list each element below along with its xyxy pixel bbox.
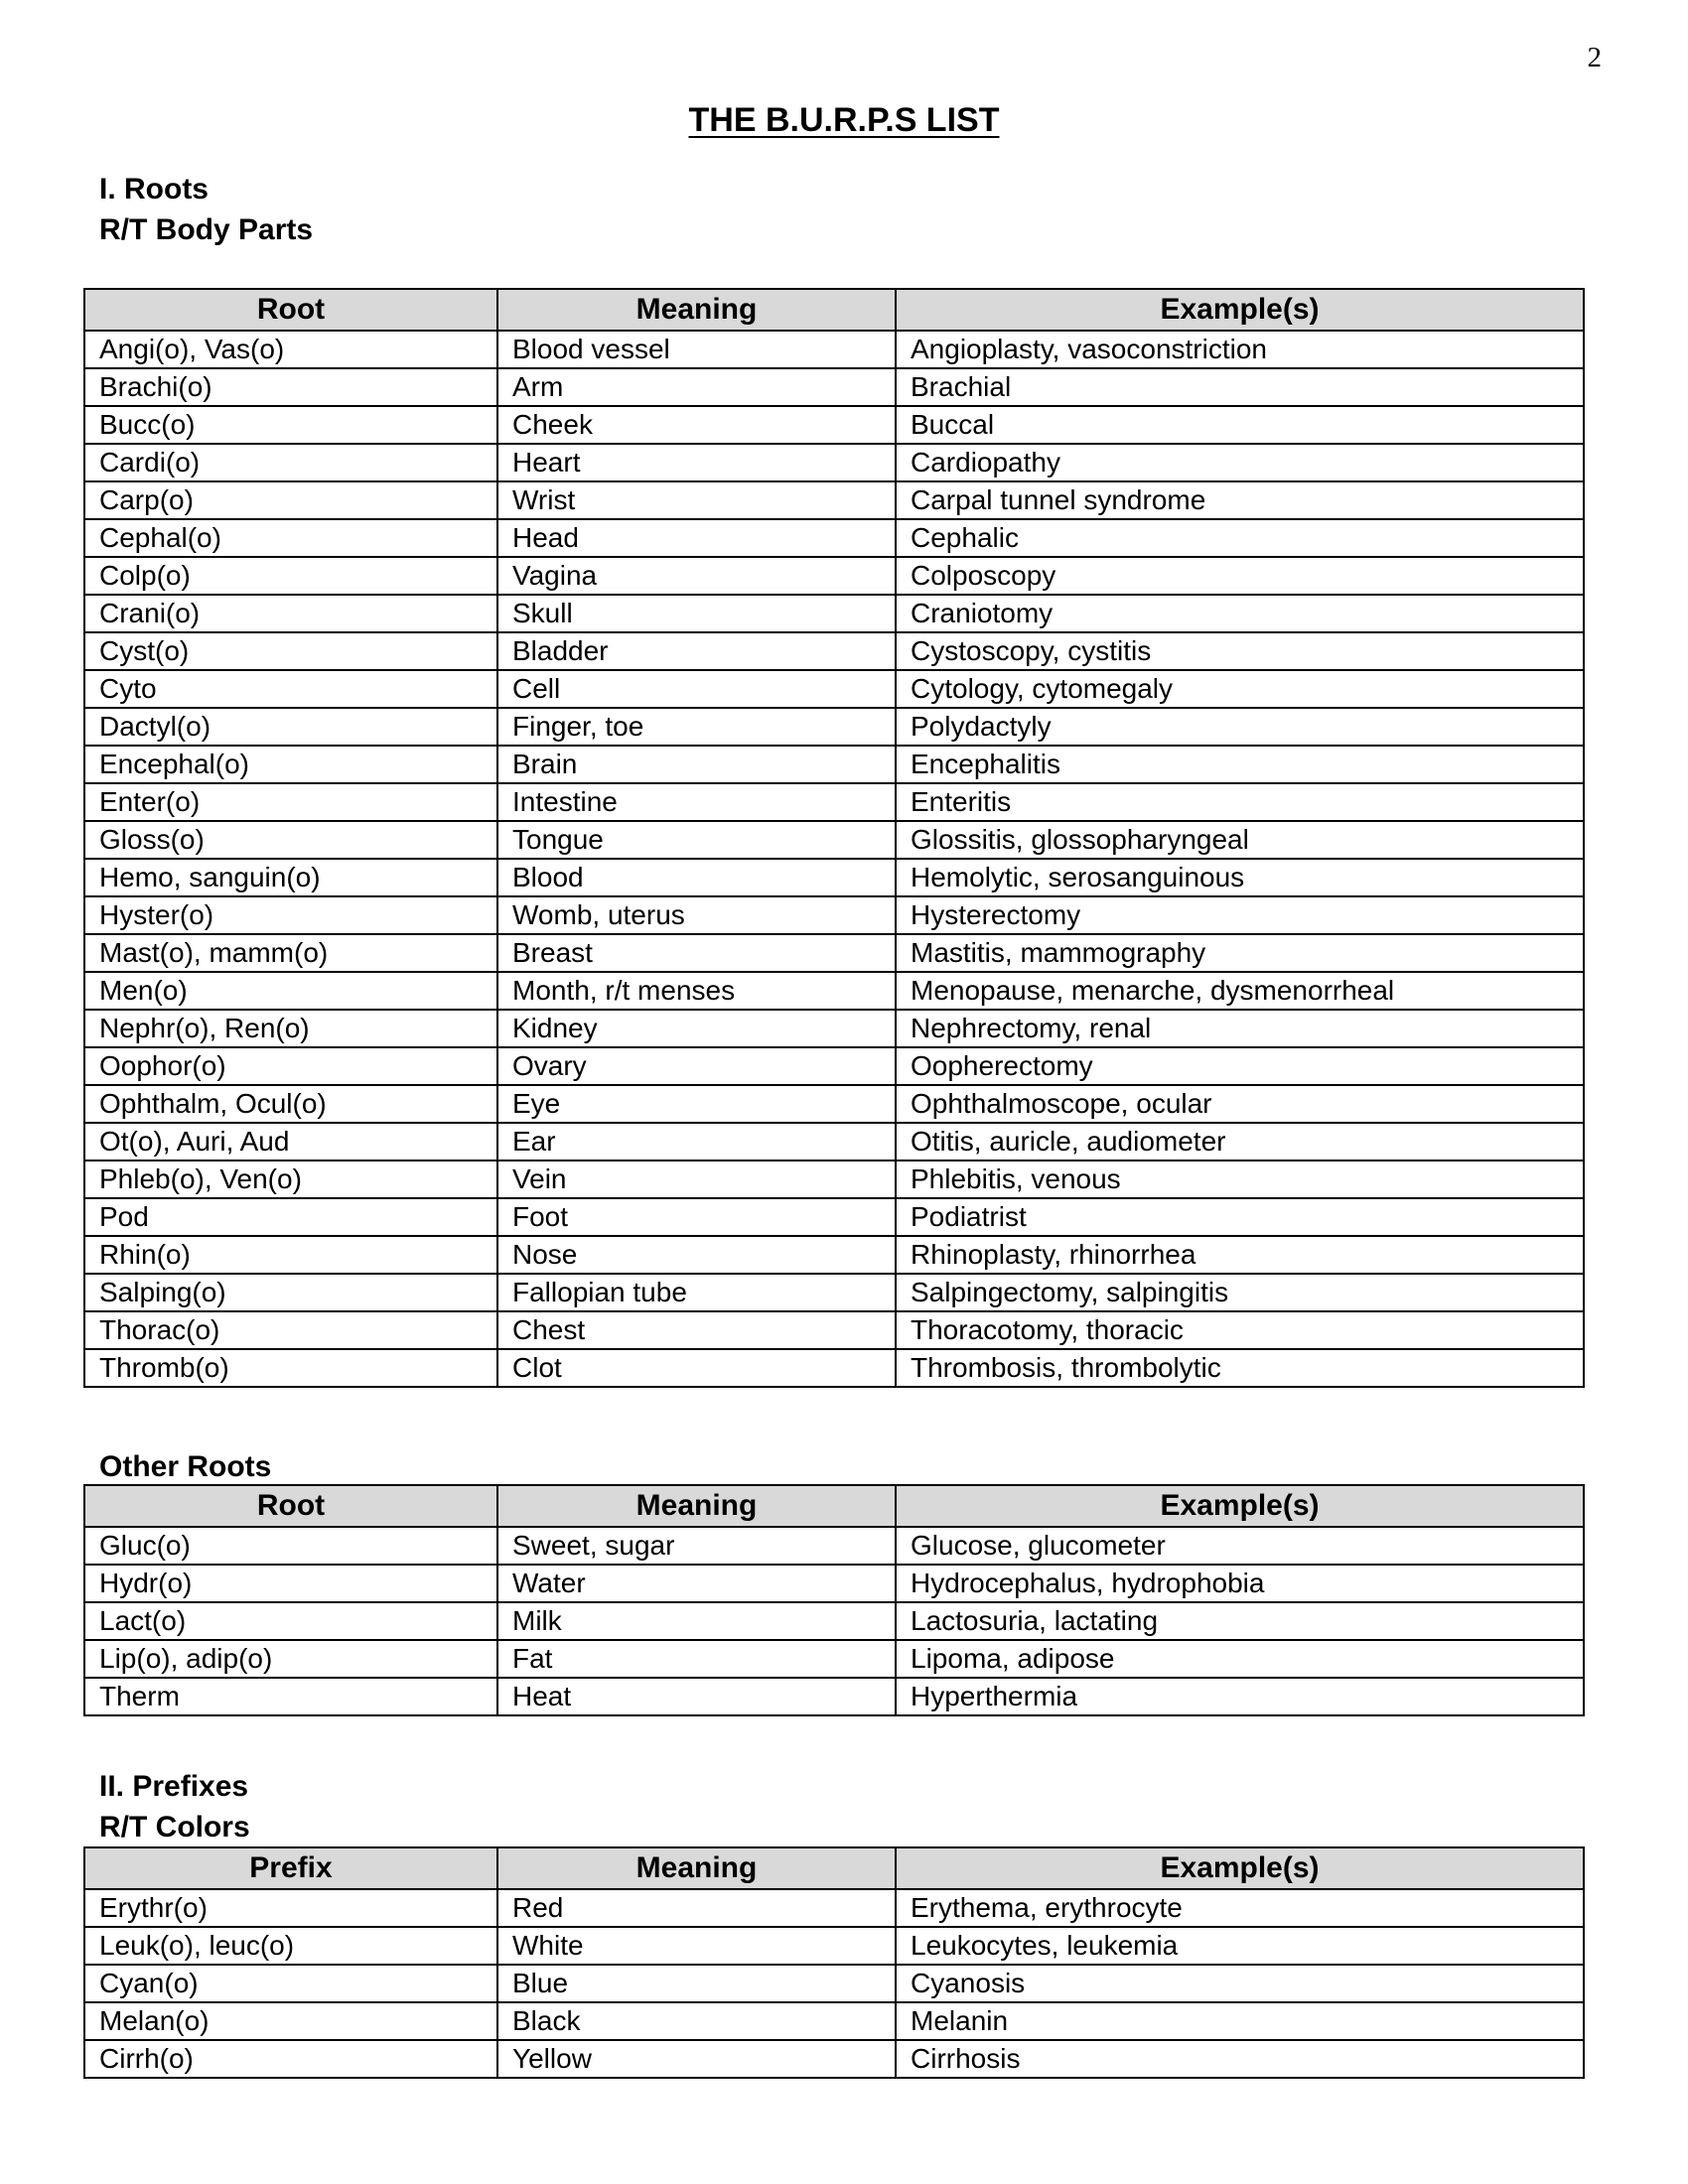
- meaning-cell: Foot: [497, 1198, 896, 1236]
- table-row: [84, 1047, 1584, 1085]
- table-row: [84, 1311, 1584, 1349]
- section-heading-other-roots: Other Roots: [99, 1450, 272, 1483]
- table-row: [84, 670, 1584, 708]
- table-row: [84, 1160, 1584, 1198]
- example-cell: Hydrocephalus, hydrophobia: [896, 1565, 1584, 1602]
- example-cell: Cirrhosis: [896, 2040, 1584, 2078]
- meaning-cell: Water: [497, 1565, 896, 1602]
- root-cell: Therm: [84, 1678, 497, 1715]
- example-cell: Salpingectomy, salpingitis: [896, 1274, 1584, 1311]
- meaning-cell: Yellow: [497, 2040, 896, 2078]
- root-cell: Crani(o): [84, 595, 497, 632]
- table-row: [84, 1349, 1584, 1387]
- table-row: [84, 934, 1584, 972]
- meaning-cell: Kidney: [497, 1010, 896, 1047]
- meaning-cell: Breast: [497, 934, 896, 972]
- meaning-cell: Black: [497, 2002, 896, 2040]
- example-cell: Melanin: [896, 2002, 1584, 2040]
- root-cell: Bucc(o): [84, 406, 497, 444]
- meaning-cell: Skull: [497, 595, 896, 632]
- example-cell: Polydactyly: [896, 708, 1584, 746]
- meaning-cell: Cheek: [497, 406, 896, 444]
- table-row: [84, 708, 1584, 746]
- example-cell: Brachial: [896, 368, 1584, 406]
- example-cell: Cephalic: [896, 519, 1584, 557]
- table-row: [84, 746, 1584, 783]
- meaning-cell: Fallopian tube: [497, 1274, 896, 1311]
- table-row: [84, 2040, 1584, 2078]
- example-cell: Glossitis, glossopharyngeal: [896, 821, 1584, 859]
- table-row: [84, 1274, 1584, 1311]
- meaning-cell: Arm: [497, 368, 896, 406]
- table-row: [84, 783, 1584, 821]
- root-cell: Leuk(o), leuc(o): [84, 1927, 497, 1965]
- root-cell: Nephr(o), Ren(o): [84, 1010, 497, 1047]
- meaning-cell: Womb, uterus: [497, 896, 896, 934]
- root-cell: Encephal(o): [84, 746, 497, 783]
- table-row: [84, 1010, 1584, 1047]
- root-cell: Rhin(o): [84, 1236, 497, 1274]
- column-header: Example(s): [896, 1485, 1584, 1527]
- example-cell: Phlebitis, venous: [896, 1160, 1584, 1198]
- table-row: [84, 896, 1584, 934]
- table-row: [84, 1565, 1584, 1602]
- table-row: [84, 444, 1584, 481]
- root-cell: Colp(o): [84, 557, 497, 595]
- root-cell: Brachi(o): [84, 368, 497, 406]
- meaning-cell: White: [497, 1927, 896, 1965]
- root-cell: Thorac(o): [84, 1311, 497, 1349]
- meaning-cell: Finger, toe: [497, 708, 896, 746]
- root-cell: Phleb(o), Ven(o): [84, 1160, 497, 1198]
- meaning-cell: Clot: [497, 1349, 896, 1387]
- document-title: THE B.U.R.P.S LIST: [688, 101, 1000, 139]
- example-cell: Lactosuria, lactating: [896, 1602, 1584, 1640]
- column-header: Example(s): [896, 289, 1584, 331]
- meaning-cell: Fat: [497, 1640, 896, 1678]
- column-header: Meaning: [497, 1485, 896, 1527]
- root-cell: Cyan(o): [84, 1965, 497, 2002]
- table-header-row: [84, 289, 1584, 331]
- table-row: [84, 1602, 1584, 1640]
- meaning-cell: Eye: [497, 1085, 896, 1123]
- example-cell: Nephrectomy, renal: [896, 1010, 1584, 1047]
- meaning-cell: Red: [497, 1889, 896, 1927]
- root-cell: Gloss(o): [84, 821, 497, 859]
- section-heading-roots: I. Roots: [99, 173, 209, 205]
- table-row: [84, 481, 1584, 519]
- example-cell: Rhinoplasty, rhinorrhea: [896, 1236, 1584, 1274]
- root-cell: Erythr(o): [84, 1889, 497, 1927]
- root-cell: Salping(o): [84, 1274, 497, 1311]
- table-row: [84, 1965, 1584, 2002]
- meaning-cell: Brain: [497, 746, 896, 783]
- root-cell: Mast(o), mamm(o): [84, 934, 497, 972]
- example-cell: Oopherectomy: [896, 1047, 1584, 1085]
- root-cell: Carp(o): [84, 481, 497, 519]
- example-cell: Cytology, cytomegaly: [896, 670, 1584, 708]
- root-cell: Enter(o): [84, 783, 497, 821]
- root-cell: Lact(o): [84, 1602, 497, 1640]
- table-row: [84, 632, 1584, 670]
- table-row: [84, 1527, 1584, 1565]
- example-cell: Hemolytic, serosanguinous: [896, 859, 1584, 896]
- table-row: [84, 519, 1584, 557]
- meaning-cell: Blue: [497, 1965, 896, 2002]
- meaning-cell: Heart: [497, 444, 896, 481]
- root-cell: Melan(o): [84, 2002, 497, 2040]
- example-cell: Lipoma, adipose: [896, 1640, 1584, 1678]
- example-cell: Leukocytes, leukemia: [896, 1927, 1584, 1965]
- example-cell: Buccal: [896, 406, 1584, 444]
- table-header-row: [84, 1485, 1584, 1527]
- column-header: Root: [84, 1485, 497, 1527]
- example-cell: Erythema, erythrocyte: [896, 1889, 1584, 1927]
- meaning-cell: Chest: [497, 1311, 896, 1349]
- table-row: [84, 1678, 1584, 1715]
- example-cell: Encephalitis: [896, 746, 1584, 783]
- meaning-cell: Milk: [497, 1602, 896, 1640]
- example-cell: Thrombosis, thrombolytic: [896, 1349, 1584, 1387]
- example-cell: Colposcopy: [896, 557, 1584, 595]
- example-cell: Angioplasty, vasoconstriction: [896, 331, 1584, 368]
- meaning-cell: Cell: [497, 670, 896, 708]
- meaning-cell: Vein: [497, 1160, 896, 1198]
- example-cell: Glucose, glucometer: [896, 1527, 1584, 1565]
- table-row: [84, 368, 1584, 406]
- root-cell: Gluc(o): [84, 1527, 497, 1565]
- example-cell: Podiatrist: [896, 1198, 1584, 1236]
- meaning-cell: Bladder: [497, 632, 896, 670]
- root-cell: Cyto: [84, 670, 497, 708]
- column-header: Meaning: [497, 1847, 896, 1889]
- root-cell: Angi(o), Vas(o): [84, 331, 497, 368]
- table-header-row: [84, 1847, 1584, 1889]
- root-cell: Lip(o), adip(o): [84, 1640, 497, 1678]
- root-cell: Thromb(o): [84, 1349, 497, 1387]
- example-cell: Cystoscopy, cystitis: [896, 632, 1584, 670]
- meaning-cell: Ovary: [497, 1047, 896, 1085]
- meaning-cell: Wrist: [497, 481, 896, 519]
- example-cell: Menopause, menarche, dysmenorrheal: [896, 972, 1584, 1010]
- section-heading-prefixes: II. Prefixes: [99, 1770, 249, 1803]
- table-row: [84, 1198, 1584, 1236]
- subheading-body-parts: R/T Body Parts: [99, 213, 314, 246]
- table-row: [84, 1640, 1584, 1678]
- meaning-cell: Vagina: [497, 557, 896, 595]
- root-cell: Hydr(o): [84, 1565, 497, 1602]
- table-row: [84, 331, 1584, 368]
- table-row: [84, 1085, 1584, 1123]
- subheading-colors: R/T Colors: [99, 1811, 250, 1843]
- table-row: [84, 595, 1584, 632]
- meaning-cell: Intestine: [497, 783, 896, 821]
- other-roots-table: [83, 1484, 1585, 1716]
- example-cell: Hyperthermia: [896, 1678, 1584, 1715]
- root-cell: Cirrh(o): [84, 2040, 497, 2078]
- root-cell: Oophor(o): [84, 1047, 497, 1085]
- root-cell: Cephal(o): [84, 519, 497, 557]
- table-row: [84, 2002, 1584, 2040]
- meaning-cell: Blood vessel: [497, 331, 896, 368]
- column-header: Prefix: [84, 1847, 497, 1889]
- table-row: [84, 406, 1584, 444]
- page-number: 2: [1587, 42, 1602, 73]
- table-row: [84, 1123, 1584, 1160]
- meaning-cell: Sweet, sugar: [497, 1527, 896, 1565]
- column-header: Example(s): [896, 1847, 1584, 1889]
- root-cell: Dactyl(o): [84, 708, 497, 746]
- example-cell: Enteritis: [896, 783, 1584, 821]
- column-header: Root: [84, 289, 497, 331]
- example-cell: Otitis, auricle, audiometer: [896, 1123, 1584, 1160]
- root-cell: Pod: [84, 1198, 497, 1236]
- table-row: [84, 859, 1584, 896]
- example-cell: Carpal tunnel syndrome: [896, 481, 1584, 519]
- column-header: Meaning: [497, 289, 896, 331]
- example-cell: Ophthalmoscope, ocular: [896, 1085, 1584, 1123]
- meaning-cell: Head: [497, 519, 896, 557]
- root-cell: Cyst(o): [84, 632, 497, 670]
- example-cell: Cyanosis: [896, 1965, 1584, 2002]
- meaning-cell: Heat: [497, 1678, 896, 1715]
- root-cell: Ot(o), Auri, Aud: [84, 1123, 497, 1160]
- example-cell: Craniotomy: [896, 595, 1584, 632]
- example-cell: Thoracotomy, thoracic: [896, 1311, 1584, 1349]
- meaning-cell: Month, r/t menses: [497, 972, 896, 1010]
- root-cell: Hyster(o): [84, 896, 497, 934]
- table-row: [84, 1236, 1584, 1274]
- roots-body-parts-table: [83, 288, 1585, 1388]
- example-cell: Hysterectomy: [896, 896, 1584, 934]
- table-row: [84, 557, 1584, 595]
- root-cell: Ophthalm, Ocul(o): [84, 1085, 497, 1123]
- table-row: [84, 1927, 1584, 1965]
- table-row: [84, 972, 1584, 1010]
- meaning-cell: Blood: [497, 859, 896, 896]
- example-cell: Cardiopathy: [896, 444, 1584, 481]
- root-cell: Men(o): [84, 972, 497, 1010]
- meaning-cell: Tongue: [497, 821, 896, 859]
- table-row: [84, 821, 1584, 859]
- root-cell: Hemo, sanguin(o): [84, 859, 497, 896]
- meaning-cell: Nose: [497, 1236, 896, 1274]
- example-cell: Mastitis, mammography: [896, 934, 1584, 972]
- table-row: [84, 1889, 1584, 1927]
- root-cell: Cardi(o): [84, 444, 497, 481]
- prefixes-colors-table: [83, 1846, 1585, 2079]
- meaning-cell: Ear: [497, 1123, 896, 1160]
